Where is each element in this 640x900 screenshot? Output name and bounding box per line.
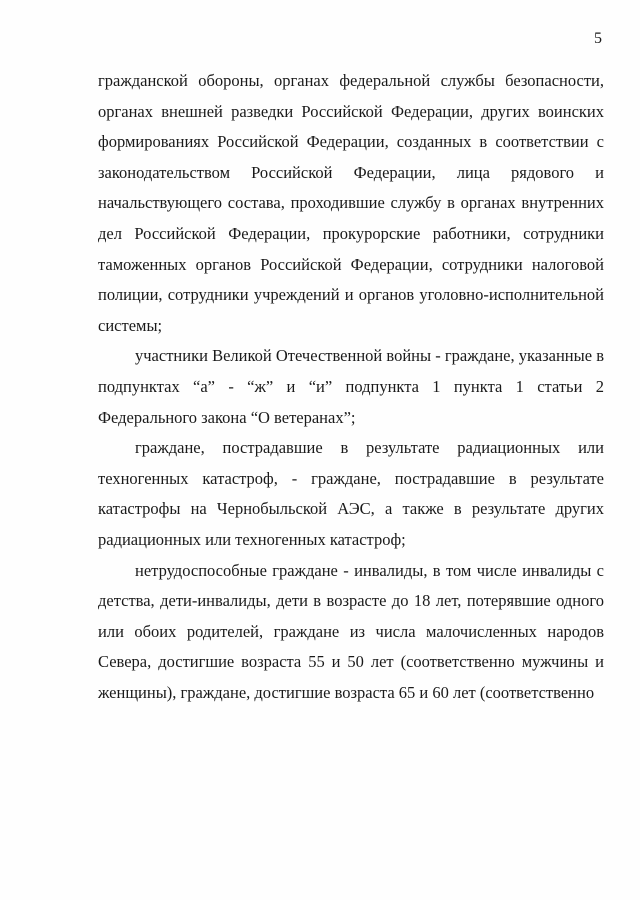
paragraph-disabled-citizens: нетрудоспособные граждане - инвалиды, в том числе инвалиды с детства, дети-инвалиды, дети в возрасте до 18 лет, потерявшие одного или обоих родителей, граждане из числа малочисленных народов Севера, достигшие возраста 55 и 50 лет (соответственно мужчины и женщины), граждане, достигшие возраста 65 и 60 лет (соответственно	[98, 560, 604, 702]
paragraph-continuation: гражданской обороны, органах федеральной службы безопасности, органах внешней разведки Российской Федерации, других воинских формированиях Российской Федерации, созданных в соответствии с законодательством Российской Федерации, лица рядового и начальствующего состава, проходившие службу в органах внутренних дел Российской Федерации, прокурорские работники, сотрудники таможенных органов Российской Федерации, сотрудники налоговой полиции, сотрудники учреждений и органов уголовно-исполнительной системы;	[98, 71, 604, 335]
page-number: 5	[594, 30, 602, 47]
paragraph-wwii-participants: участники Великой Отечественной войны - граждане, указанные в подпунктах “а” - “ж” и “и” подпункта 1 пункта 1 статьи 2 Федерального закона “О ветеранах”;	[98, 346, 604, 427]
document-body	[98, 66, 604, 708]
paragraph-radiation-victims: граждане, пострадавшие в результате радиационных или техногенных катастроф, - граждане, пострадавшие в результате катастрофы на Чернобыльской АЭС, а также в результате других радиационных или техногенных катастроф;	[98, 438, 604, 549]
